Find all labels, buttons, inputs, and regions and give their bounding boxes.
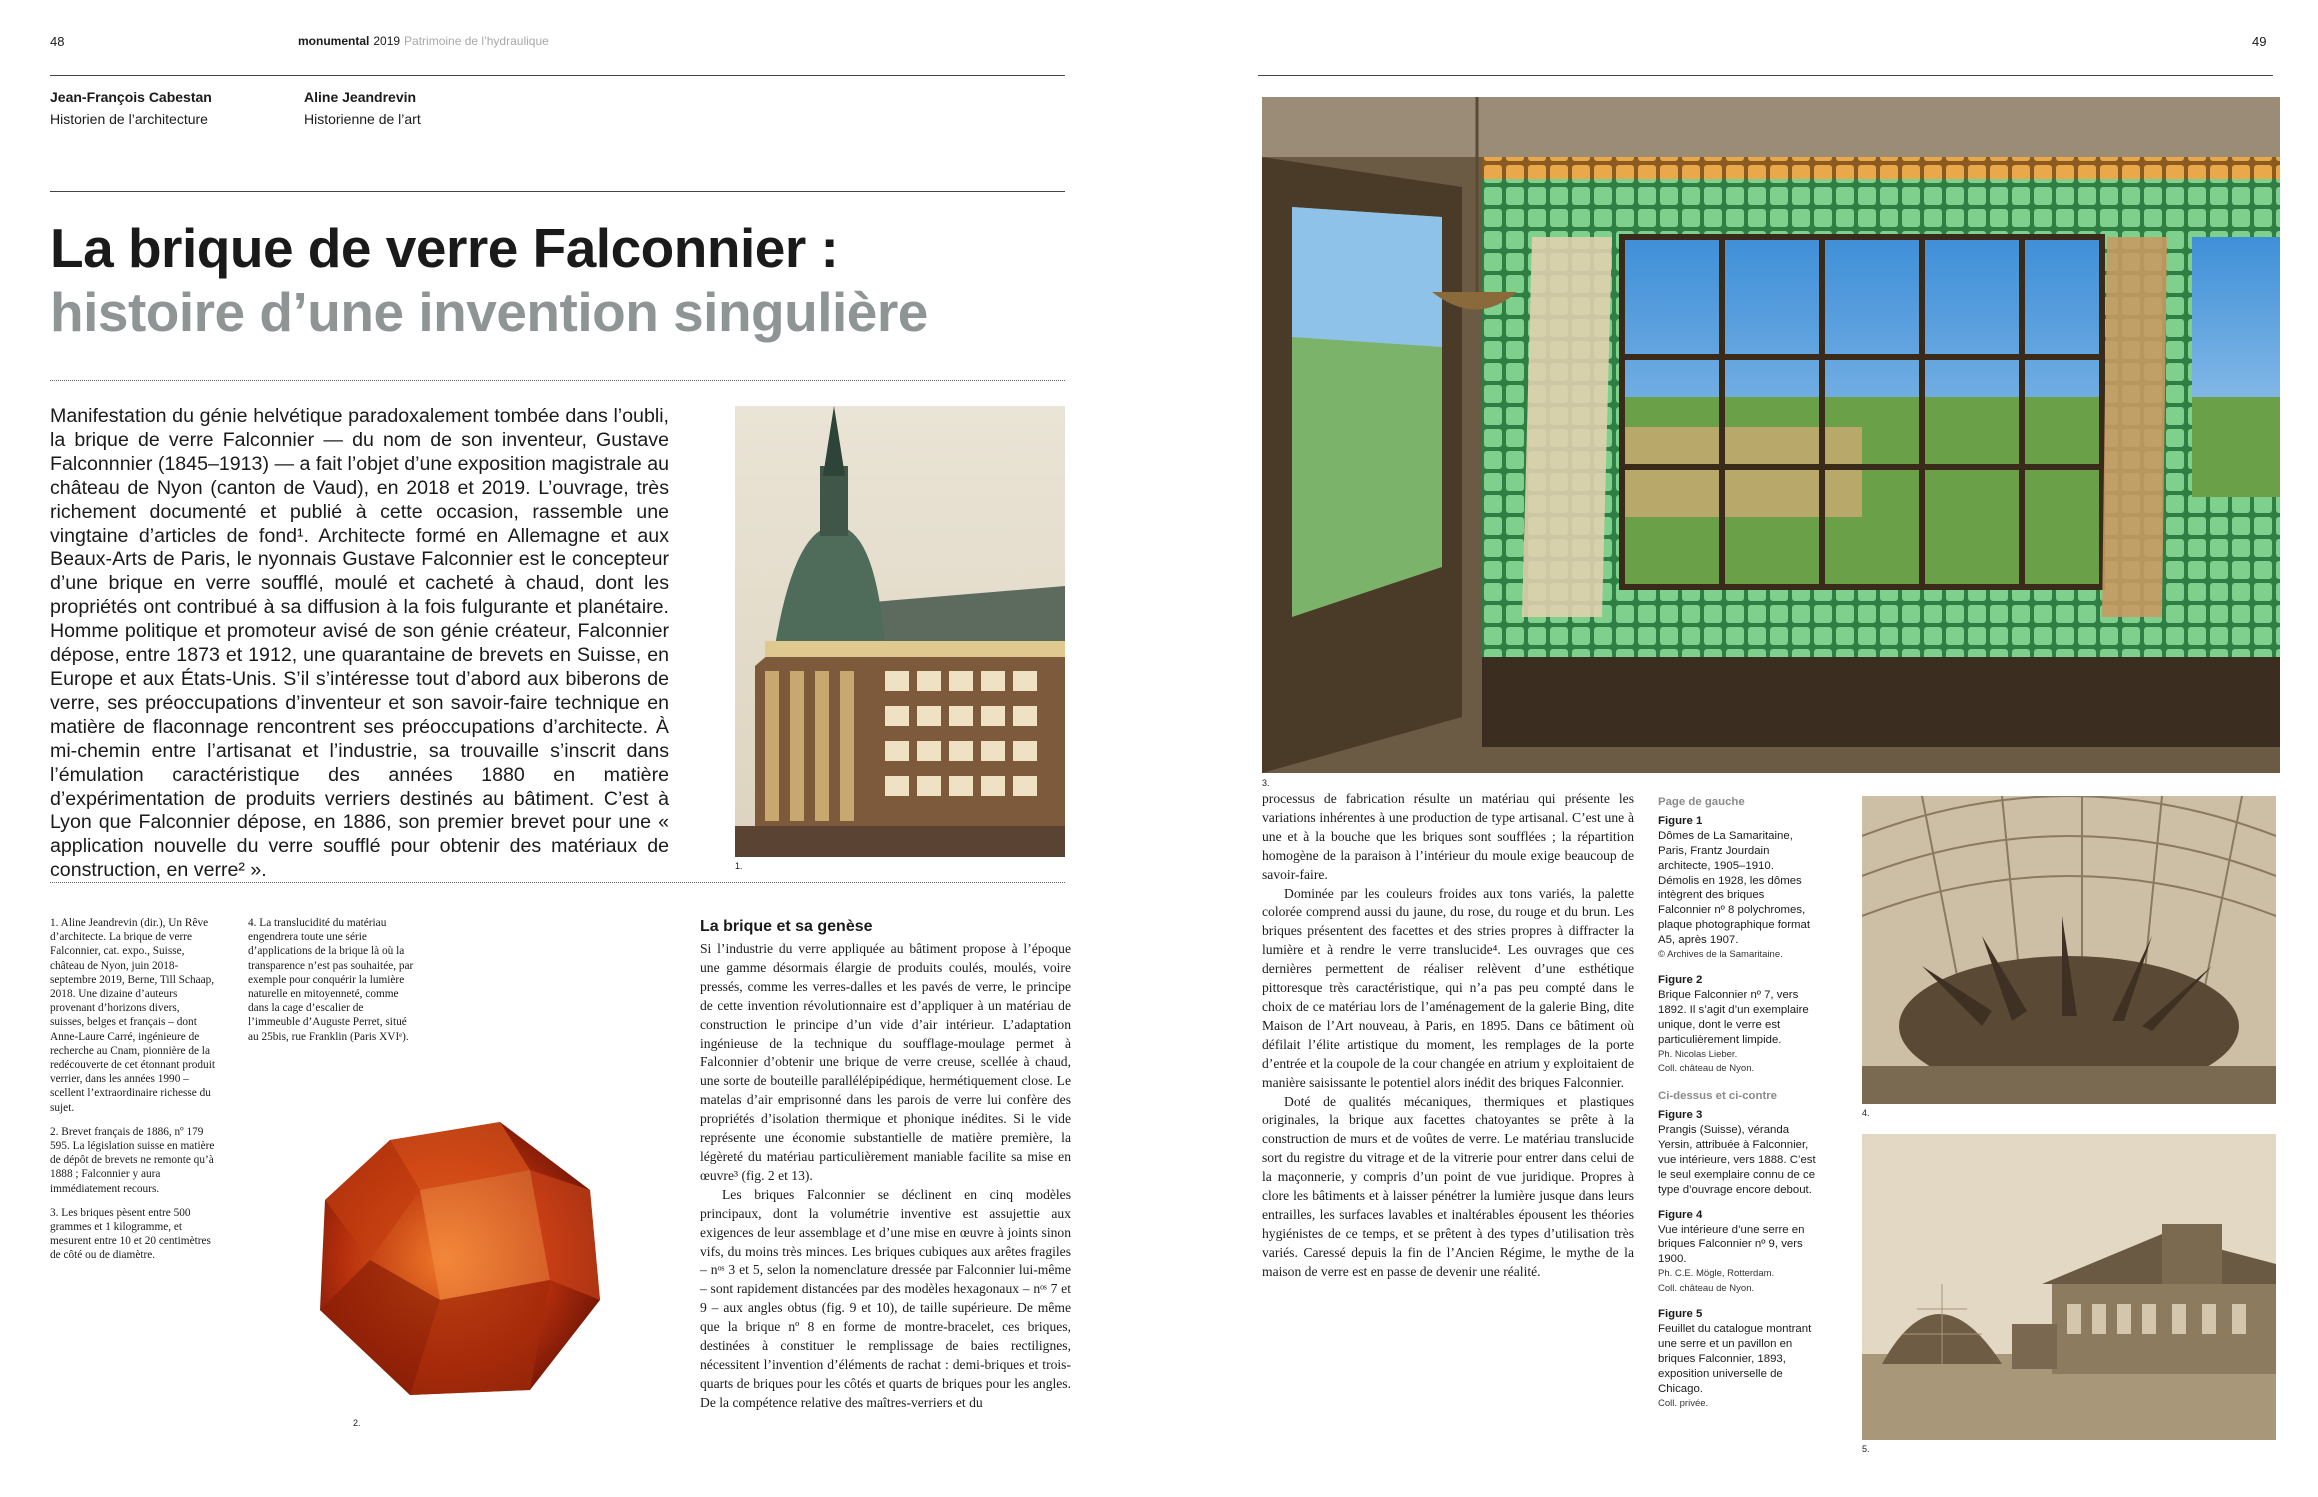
figure-5-caption: Feuillet du catalogue montrant une serre et un pavillon en briques Falconnier, 1893, exposition universelle de Chicago. <box>1658 1323 1812 1395</box>
figure-5-credit: Coll. privée. <box>1658 1397 1709 1409</box>
footnote-4: 4. La translucidité du matériau engendrera toute une série d’applications de la brique là où la transparence n’est pas souhaitée, par exemple pour conquérir la lumière naturelle en mitoyenneté, comme dans la cage d’escalier de l’immeuble d’Auguste Perret, situé au 25bis, rue Franklin (Paris XVIᵉ). <box>248 917 414 1043</box>
figure-2-photo <box>300 1110 630 1410</box>
top-rule-right <box>1258 75 2273 76</box>
body-column-2 <box>1262 790 1634 1282</box>
caption-heading: Page de gauche <box>1658 796 1745 808</box>
figure-4-credit: Coll. château de Nyon. <box>1658 1283 1755 1295</box>
figure-3-photo <box>1262 97 2280 773</box>
figure-2-caption: Brique Falconnier nº 7, vers 1892. Il s’agit d’un exemplaire unique, dont le verre est particulièrement limpide. <box>1658 988 1809 1046</box>
figure-2-label: Figure 2 <box>1658 973 1703 986</box>
figure-2-credit: Coll. château de Nyon. <box>1658 1063 1755 1075</box>
body-paragraph: Les briques Falconnier se déclinent en cinq modèles principaux, dont la volumétrie inventive est assujettie aux exigences de leur assemblage et d’une mise en œuvre à joints sinon vifs, du moins très minces. Les briques cubiques aux arêtes fragiles – nᵒˢ 3 et 5, selon la nomenclature dressée par Falconnier lui-même – sont rapidement distancées par des modèles hexagonaux – nᵒˢ 7 et 9 – aux angles obtus (fig. 9 et 10), de taille supérieure. De même que la brique nº 8 en forme de montre-bracelet, ces briques, destinées à constituer le remplissage de baies rectilignes, nécessitent l’invention d’éléments de rachat : demi-briques et trois-quarts de briques pour les côtés et quarts de briques pour les angles. De la compétence relative des maîtres-verriers et du <box>700 1186 1071 1410</box>
footnote-3: 3. Les briques pèsent entre 500 grammes et 1 kilogramme, et mesurent entre 10 et 20 centimètres de côté ou de diamètre. <box>50 1206 211 1262</box>
figure-3-label: Figure 3 <box>1658 1109 1703 1122</box>
article-subtitle: histoire d’une invention singulière <box>50 281 928 343</box>
author-name: Jean-François Cabestan <box>50 89 212 105</box>
figure-5-number: 5. <box>1862 1444 1870 1454</box>
figure-4-label: Figure 4 <box>1658 1208 1703 1221</box>
figure-4-number: 4. <box>1862 1108 1870 1118</box>
running-header <box>298 34 549 48</box>
footnote-2: 2. Brevet français de 1886, nº 179 595. La législation suisse en matière de dépôt de brevets ne remonte qu’à 1888 ; Falconnier y aura immédiatement recours. <box>50 1125 215 1195</box>
body-paragraph: Si l’industrie du verre appliquée au bâtiment propose à l’époque une gamme désormais élargie de produits coulés, moulés, voire pressés, comme les verres-dalles et les pavés de verre, le principe de cette invention révolutionnaire est d’appliquer à un matériau de construction le principe d’un vide d’air intérieur. L’adaptation ingénieuse de la technique du soufflage-moulage permet à Falconnier d’obtenir une brique de verre creuse, scellée à chaud, une sorte de bouteille parallélépipédique, hermétiquement close. Le matelas d’air emprisonné dans les parois de verre lui confère des propriétés d’isolation thermique et phonique inédites. Si le vide représente une économie substantielle de matière première, la légèreté du matériau particulièrement maniable facilite sa mise en œuvre³ (fig. 2 et 13). <box>700 941 1071 1183</box>
caption-heading: Ci-dessus et ci-contre <box>1658 1090 1778 1103</box>
author-2 <box>304 89 421 127</box>
figure-2-number: 2. <box>353 1418 361 1428</box>
figure-4-credit: Ph. C.E. Mögle, Rotterdam. <box>1658 1268 1775 1280</box>
figure-5-photo <box>1862 1134 2276 1440</box>
author-role: Historien de l’architecture <box>50 111 208 127</box>
figure-4-photo <box>1862 796 2276 1104</box>
footnotes-col-1 <box>50 916 215 1273</box>
figure-2-credit: Ph. Nicolas Lieber. <box>1658 1048 1738 1060</box>
author-name: Aline Jeandrevin <box>304 89 417 105</box>
figure-5-label: Figure 5 <box>1658 1308 1703 1321</box>
body-paragraph: Doté de qualités mécaniques, thermiques et plastiques originales, la brique aux facettes chatoyantes se prête à la construction de murs et de voûtes de verre. Le matériau translucide sort du registre du vitrage et de la vitrerie pour entrer dans celui de la maçonnerie, y compris d’un point de vue juridique. Propres à clore les bâtiments et à laisser pénétrer la lumière jusque dans leurs entrailles, les surfaces lavables et inaltérables épousent les théories hygiénistes de ce temps, et se prêtent à des types d’utilisation très variés. Caressé depuis la fin de l’Ancien Régime, le mythe de la maison de verre est en passe de devenir une réalité. <box>1262 1093 1634 1279</box>
year: 2019 <box>373 34 401 48</box>
magazine-name: monumental <box>298 34 370 48</box>
section-heading: La brique et sa genèse <box>700 918 873 935</box>
body-column-1 <box>700 940 1071 1413</box>
figure-4-caption: Vue intérieure d’une serre en briques Falconnier nº 9, vers 1900. <box>1658 1223 1805 1266</box>
figure-3-caption: Prangis (Suisse), véranda Yersin, attribuée à Falconnier, vue intérieure, vers 1888. C’est le seul exemplaire connu de ce type d’ouvrage encore debout. <box>1658 1124 1816 1196</box>
figure-1-number: 1. <box>735 861 743 871</box>
figure-1-credit: © Archives de la Samaritaine. <box>1658 949 1783 961</box>
author-role: Historienne de l’art <box>304 111 421 127</box>
figure-3-number: 3. <box>1262 778 1270 788</box>
section-name: Patrimoine de l’hydraulique <box>404 34 549 48</box>
dotted-rule-notes <box>50 882 1065 883</box>
figure-1-photo <box>735 406 1065 857</box>
body-paragraph: Dominée par les couleurs froides aux tons variés, la palette colorée comprend aussi du jaune, du rose, du rouge et du brun. Les briques présentent des facettes et des stries propres à diffracter la lumière et à rendre le verre translucide⁴. Les ouvrages que ces dernières permettent de réaliser relèvent d’une esthétique pittoresque très caractéristique, qui n’a pas peu compté dans le choix de ce matériau lors de l’aménagement de la galerie Bing, dite Maison de l’Art nouveau, à Paris, en 1895. Dans ce bâtiment où défilait l’élite artistique du moment, les remplages de la porte d’entrée et la coupole de la cour changée en atrium y exploitaient de manière saisissante le potentiel alors inédit des briques Falconnier. <box>1262 885 1634 1090</box>
title-rule <box>50 191 1065 192</box>
top-rule-left <box>50 75 1065 76</box>
article-title: La brique de verre Falconnier : <box>50 217 839 279</box>
body-paragraph: processus de fabrication résulte un matériau qui présente les variations inhérentes à une production de type artisanal. C’est une à une et à la bouche que les briques sont soufflées ; la répartition homogène de la paraison à l’intérieur du moule exige beaucoup de savoir-faire. <box>1262 791 1634 882</box>
page-number-right: 49 <box>2252 34 2267 49</box>
page-number-left: 48 <box>50 34 65 49</box>
intro-paragraph: Manifestation du génie helvétique paradoxalement tombée dans l’oubli, la brique de verre Falconnier — du nom de son inventeur, Gustave Falconnnier (1845–1913) — a fait l’objet d’une exposition magistrale au château de Nyon (canton de Vaud), en 2018 et 2019. L’ouvrage, très richement documenté et publié à cette occasion, rassemble une vingtaine d’articles de fond¹. Architecte formé en Allemagne et aux Beaux-Arts de Paris, le nyonnais Gustave Falconnier est le concepteur d’une brique en verre soufflé, moulé et cacheté à chaud, dont les propriétés ont contribué à sa diffusion à la fois fulgurante et planétaire. Homme politique et promoteur avisé de son génie créateur, Falconnier dépose, entre 1873 et 1912, une quarantaine de brevets en Suisse, en Europe et aux États-Unis. S’il s’intéresse tout d’abord aux biberons de verre, ses préoccupations d’inventeur et son savoir-faire technique en matière de flaconnage rencontrent ses préoccupations d’architecte. À mi-chemin entre l’artisanat et l’industrie, sa trouvaille s’inscrit dans l’émulation caractéristique des années 1880 en matière d’expérimentation de produits verriers destinés au bâtiment. C’est à Lyon que Falconnier dépose, en 1886, son premier brevet pour une « application nouvelle du verre soufflé pour obtenir des matériaux de construction, en verre² ». <box>50 405 669 882</box>
footnote-1: 1. Aline Jeandrevin (dir.), Un Rêve d’architecte. La brique de verre Falconnier, cat. expo., Suisse, château de Nyon, juin 2018-septembre 2019, Berne, Till Schaap, 2018. Une dizaine d’auteurs provenant d’horizons divers, suisses, belges et français – dont Anne-Laure Carré, ingénieure de recherche au Cnam, pionnière de la redécouverte de cet étonnant produit verrier, dans les années 1990 – scellent l’extraordinaire richesse du sujet. <box>50 917 215 1114</box>
captions-column <box>1658 795 1818 1411</box>
figure-1-label: Figure 1 <box>1658 814 1703 827</box>
figure-1-caption: Dômes de La Samaritaine, Paris, Frantz Jourdain architecte, 1905–1910. Démolis en 1928, les dômes intègrent des briques Falconnier nº 8 polychromes, plaque photographique format A5, après 1907. <box>1658 829 1810 947</box>
author-1 <box>50 89 212 127</box>
footnotes-col-2 <box>248 916 418 1054</box>
dotted-rule-title <box>50 380 1065 381</box>
